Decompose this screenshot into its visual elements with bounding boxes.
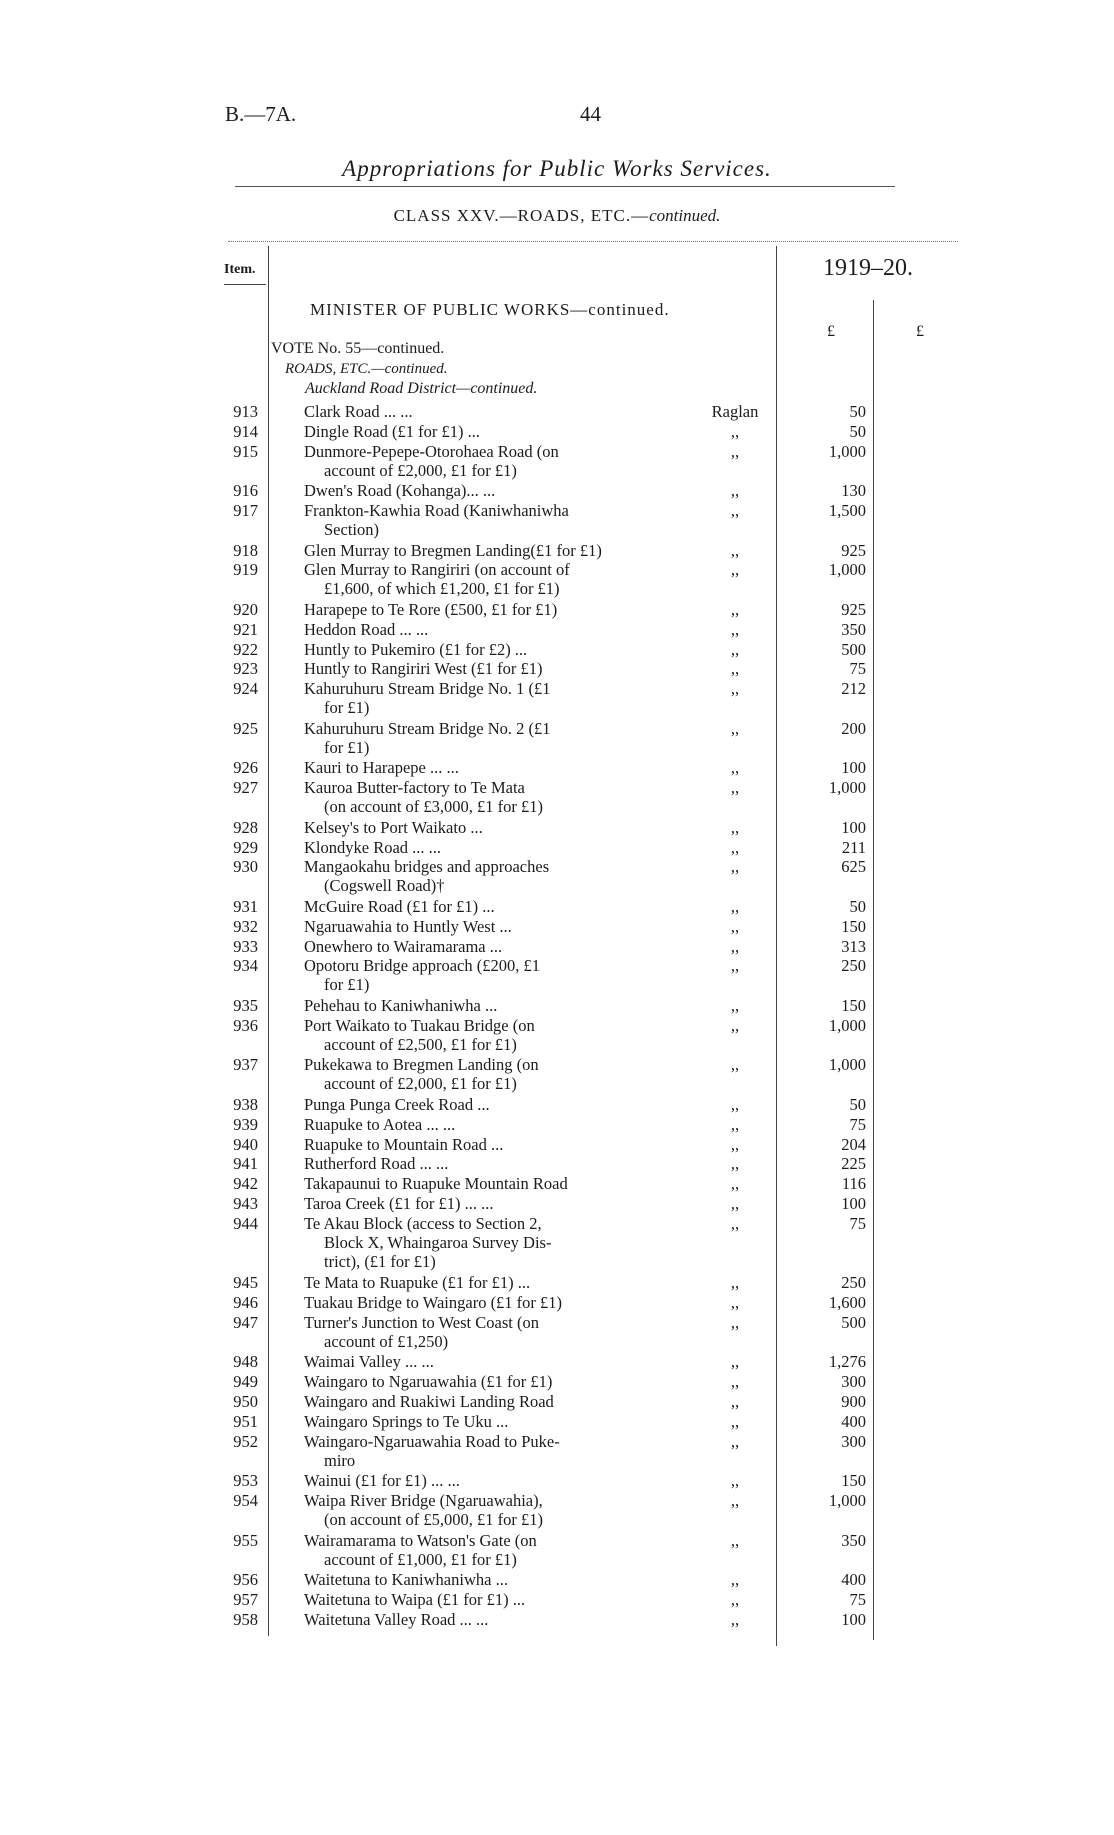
item-description: Port Waikato to Tuakau Bridge (on account of £2,500, £1 for £1): [304, 1015, 535, 1054]
item-amount: 1,000: [828, 1015, 866, 1035]
item-location: ,,: [730, 1312, 740, 1332]
item-location: ,,: [730, 1471, 740, 1491]
item-description: Kauroa Butter-factory to Te Mata (on account of £3,000, £1 for £1): [304, 778, 544, 817]
vote-heading: VOTE No. 55—continued.: [271, 340, 445, 357]
item-location: ,,: [730, 1273, 740, 1293]
item-location: ,,: [730, 837, 740, 857]
item-number: 923: [233, 659, 258, 679]
item-description: Onewhero to Wairamarama ...: [304, 936, 503, 956]
item-number: 953: [233, 1471, 258, 1491]
item-description: Kelsey's to Port Waikato ...: [304, 817, 483, 837]
item-location: ,,: [730, 619, 740, 639]
item-amount: 1,000: [828, 441, 866, 461]
item-description: Punga Punga Creek Road ...: [304, 1095, 490, 1114]
item-description: Klondyke Road ... ...: [304, 837, 442, 857]
item-location: ,,: [730, 679, 740, 699]
item-amount: 200: [841, 718, 866, 738]
item-amount: 130: [841, 481, 866, 501]
item-location: ,,: [730, 1293, 740, 1312]
item-amount: 350: [841, 619, 866, 639]
item-number: 943: [233, 1194, 258, 1213]
item-location: ,,: [730, 1114, 740, 1134]
item-amount: 313: [841, 936, 866, 956]
item-location: ,,: [730, 1392, 740, 1411]
item-number: 937: [233, 1055, 258, 1075]
item-amount: 400: [841, 1570, 866, 1590]
item-number: 932: [233, 916, 258, 936]
minister-heading: MINISTER OF PUBLIC WORKS—continued.: [310, 300, 670, 319]
item-amount: 1,000: [828, 1491, 866, 1510]
item-location: ,,: [730, 996, 740, 1015]
page-title: Appropriations for Public Works Services.: [342, 156, 772, 181]
item-description: Turner's Junction to West Coast (on account of £1,250): [304, 1312, 539, 1351]
item-location: ,,: [730, 817, 740, 837]
amount-column-divider: [873, 300, 874, 1640]
item-column-divider: [268, 246, 269, 1636]
item-description: Rutherford Road ... ...: [304, 1154, 449, 1174]
item-number: 940: [233, 1134, 258, 1154]
item-number: 921: [233, 619, 258, 639]
item-location: ,,: [730, 936, 740, 956]
item-amount: 75: [849, 659, 866, 679]
item-number: 954: [233, 1491, 258, 1510]
item-number: 948: [233, 1352, 258, 1372]
item-number: 933: [233, 936, 258, 956]
item-description: Kahuruhuru Stream Bridge No. 1 (£1 for £1): [304, 679, 551, 718]
item-amount: 100: [841, 758, 866, 778]
item-location: ,,: [730, 1491, 740, 1510]
item-amount: 1,276: [828, 1352, 866, 1372]
item-location: ,,: [730, 600, 740, 619]
item-amount: 50: [849, 421, 866, 441]
class-heading-suffix: continued.: [649, 206, 721, 225]
item-amount: 300: [841, 1372, 866, 1392]
item-number: 958: [233, 1609, 258, 1629]
item-amount: 300: [841, 1431, 866, 1451]
item-description: Wainui (£1 for £1) ... ...: [304, 1471, 460, 1491]
document-reference: B.—7A.: [225, 102, 297, 126]
item-location: Raglan: [711, 402, 759, 421]
item-description: Kahuruhuru Stream Bridge No. 2 (£1 for £1): [304, 718, 551, 757]
item-number: 947: [233, 1312, 258, 1332]
item-amount: 204: [841, 1134, 866, 1154]
item-location: ,,: [730, 1055, 740, 1075]
item-description: Glen Murray to Bregmen Landing(£1 for £1): [304, 540, 602, 560]
item-amount: 75: [849, 1213, 866, 1233]
item-amount: 925: [841, 600, 866, 619]
item-number: 920: [233, 600, 258, 619]
item-amount: 500: [841, 639, 866, 659]
item-location: ,,: [730, 1411, 740, 1431]
item-description: Pukekawa to Bregmen Landing (on account of £2,000, £1 for £1): [304, 1055, 539, 1094]
item-location: ,,: [730, 1095, 740, 1114]
item-amount: 150: [841, 916, 866, 936]
item-description: Taroa Creek (£1 for £1) ... ...: [304, 1194, 494, 1213]
item-location: ,,: [730, 857, 740, 877]
item-location: ,,: [730, 1174, 740, 1194]
item-location: ,,: [730, 481, 740, 501]
item-amount: 50: [849, 402, 866, 421]
district-subheading: Auckland Road District—continued.: [305, 380, 538, 397]
item-description: Ruapuke to Mountain Road ...: [304, 1134, 504, 1154]
item-number: 926: [233, 758, 258, 778]
item-number: 935: [233, 996, 258, 1015]
item-description: Dunmore-Pepepe-Otorohaea Road (on account of £2,000, £1 for £1): [304, 441, 559, 480]
item-location: ,,: [730, 1530, 740, 1550]
item-location: ,,: [730, 1154, 740, 1174]
item-description: Frankton-Kawhia Road (Kaniwhaniwha Section): [304, 501, 569, 539]
item-amount: 100: [841, 817, 866, 837]
item-description: Kauri to Harapepe ... ...: [304, 758, 459, 778]
item-amount: 1,000: [828, 560, 866, 580]
item-location: ,,: [730, 1352, 740, 1372]
item-number: 931: [233, 897, 258, 916]
item-location: ,,: [730, 421, 740, 441]
item-description: Ruapuke to Aotea ... ...: [304, 1114, 456, 1134]
year-header: 1919–20.: [823, 255, 913, 281]
item-amount: 350: [841, 1530, 866, 1550]
item-description: Huntly to Rangiriri West (£1 for £1): [304, 659, 543, 679]
roads-subheading: ROADS, ETC.—continued.: [285, 361, 448, 377]
item-amount: 211: [841, 837, 866, 857]
item-number: 952: [233, 1431, 258, 1451]
item-description: Waingaro Springs to Te Uku ...: [304, 1411, 509, 1431]
item-number: 914: [233, 421, 258, 441]
item-number: 957: [233, 1590, 258, 1609]
class-heading: [0, 206, 1114, 226]
class-heading-text: CLASS XXV.—ROADS, ETC.—: [393, 206, 650, 225]
item-description: Glen Murray to Rangiriri (on account of £1,600, of which £1,200, £1 for £1): [304, 560, 570, 599]
item-number: 918: [233, 540, 258, 560]
item-number: 927: [233, 778, 258, 798]
item-amount: 225: [841, 1154, 866, 1174]
item-location: ,,: [730, 1213, 740, 1233]
item-description: Waingaro to Ngaruawahia (£1 for £1): [304, 1372, 553, 1392]
item-number: 915: [233, 441, 258, 461]
item-amount: 1,000: [828, 1055, 866, 1075]
item-amount: 212: [841, 679, 866, 699]
item-number: 922: [233, 639, 258, 659]
item-header-rule: [224, 284, 266, 285]
item-description: Takapaunui to Ruapuke Mountain Road: [304, 1174, 568, 1194]
item-description: Wairamarama to Watson's Gate (on account of £1,000, £1 for £1): [304, 1530, 537, 1569]
item-amount: 250: [841, 1273, 866, 1293]
item-amount: 75: [849, 1114, 866, 1134]
item-amount: 625: [841, 857, 866, 877]
item-location: ,,: [730, 1134, 740, 1154]
item-amount: 900: [841, 1392, 866, 1411]
item-amount: 925: [841, 540, 866, 560]
item-amount: 1,500: [828, 501, 866, 520]
item-description: Harapepe to Te Rore (£500, £1 for £1): [304, 600, 558, 619]
table-top-rule: [228, 241, 958, 242]
item-number: 924: [233, 679, 258, 699]
item-description: Tuakau Bridge to Waingaro (£1 for £1): [304, 1293, 563, 1312]
item-number: 916: [233, 481, 258, 501]
item-description: Waingaro-Ngaruawahia Road to Puke- miro: [304, 1431, 560, 1470]
item-number: 929: [233, 837, 258, 857]
item-number: 951: [233, 1411, 258, 1431]
item-number: 917: [233, 501, 258, 520]
item-location: ,,: [730, 560, 740, 580]
item-location: ,,: [730, 1194, 740, 1213]
item-description: Dwen's Road (Kohanga)... ...: [304, 481, 496, 501]
item-location: ,,: [730, 540, 740, 560]
item-amount: 75: [849, 1590, 866, 1609]
title-rule: [235, 186, 895, 187]
item-number: 928: [233, 817, 258, 837]
item-description: McGuire Road (£1 for £1) ...: [304, 897, 495, 916]
item-description: Pehehau to Kaniwhaniwha ...: [304, 996, 498, 1015]
item-number: 936: [233, 1015, 258, 1035]
item-location: ,,: [730, 1015, 740, 1035]
item-number: 913: [233, 402, 258, 421]
item-number: 942: [233, 1174, 258, 1194]
item-amount: 1,600: [828, 1293, 866, 1312]
item-location: ,,: [730, 1372, 740, 1392]
item-number: 956: [233, 1570, 258, 1590]
item-number: 938: [233, 1095, 258, 1114]
item-location: ,,: [730, 718, 740, 738]
item-location: ,,: [730, 1590, 740, 1609]
item-number: 955: [233, 1530, 258, 1550]
page-number: 44: [580, 102, 601, 126]
item-description: Waitetuna Valley Road ... ...: [304, 1609, 489, 1629]
item-amount: 100: [841, 1609, 866, 1629]
item-location: ,,: [730, 659, 740, 679]
item-amount: 500: [841, 1312, 866, 1332]
item-description: Heddon Road ... ...: [304, 619, 429, 639]
item-location: ,,: [730, 956, 740, 976]
item-description: Te Mata to Ruapuke (£1 for £1) ...: [304, 1273, 531, 1293]
item-location: ,,: [730, 441, 740, 461]
item-number: 944: [233, 1213, 258, 1233]
item-column-header: Item.: [224, 262, 256, 277]
item-description: Mangaokahu bridges and approaches (Cogswell Road)†: [304, 857, 550, 896]
item-number: 919: [233, 560, 258, 580]
item-number: 941: [233, 1154, 258, 1174]
location-column-divider: [776, 246, 777, 1646]
item-amount: 150: [841, 996, 866, 1015]
item-description: Waimai Valley ... ...: [304, 1352, 434, 1372]
item-number: 950: [233, 1392, 258, 1411]
item-amount: 100: [841, 1194, 866, 1213]
item-amount: 1,000: [828, 778, 866, 798]
item-location: ,,: [730, 1431, 740, 1451]
item-description: Dingle Road (£1 for £1) ...: [304, 421, 480, 441]
item-number: 934: [233, 956, 258, 976]
item-amount: 50: [849, 897, 866, 916]
item-location: ,,: [730, 501, 740, 520]
currency-header-2: £: [916, 323, 924, 340]
item-location: ,,: [730, 1570, 740, 1590]
item-number: 949: [233, 1372, 258, 1392]
item-number: 945: [233, 1273, 258, 1293]
item-amount: 50: [849, 1095, 866, 1114]
item-description: Huntly to Pukemiro (£1 for £2) ...: [304, 639, 528, 659]
item-amount: 400: [841, 1411, 866, 1431]
item-description: Waipa River Bridge (Ngaruawahia), (on account of £5,000, £1 for £1): [304, 1491, 544, 1529]
item-number: 946: [233, 1293, 258, 1312]
item-number: 930: [233, 857, 258, 877]
item-description: Waingaro and Ruakiwi Landing Road: [304, 1392, 554, 1411]
item-number: 939: [233, 1114, 258, 1134]
item-description: Opotoru Bridge approach (£200, £1 for £1): [304, 956, 540, 995]
item-location: ,,: [730, 897, 740, 916]
currency-header-1: £: [827, 323, 835, 340]
item-location: ,,: [730, 639, 740, 659]
item-location: ,,: [730, 1609, 740, 1629]
item-number: 925: [233, 718, 258, 738]
item-description: Ngaruawahia to Huntly West ...: [304, 916, 512, 936]
item-amount: 250: [841, 956, 866, 976]
item-amount: 116: [841, 1174, 866, 1194]
item-amount: 150: [841, 1471, 866, 1491]
item-description: Waitetuna to Kaniwhaniwha ...: [304, 1570, 508, 1590]
item-location: ,,: [730, 758, 740, 778]
item-description: Clark Road ... ...: [304, 402, 413, 421]
item-description: Waitetuna to Waipa (£1 for £1) ...: [304, 1590, 526, 1609]
item-location: ,,: [730, 778, 740, 798]
item-description: Te Akau Block (access to Section 2, Block X, Whaingaroa Survey Dis- trict), (£1 for £1): [304, 1213, 552, 1271]
item-location: ,,: [730, 916, 740, 936]
